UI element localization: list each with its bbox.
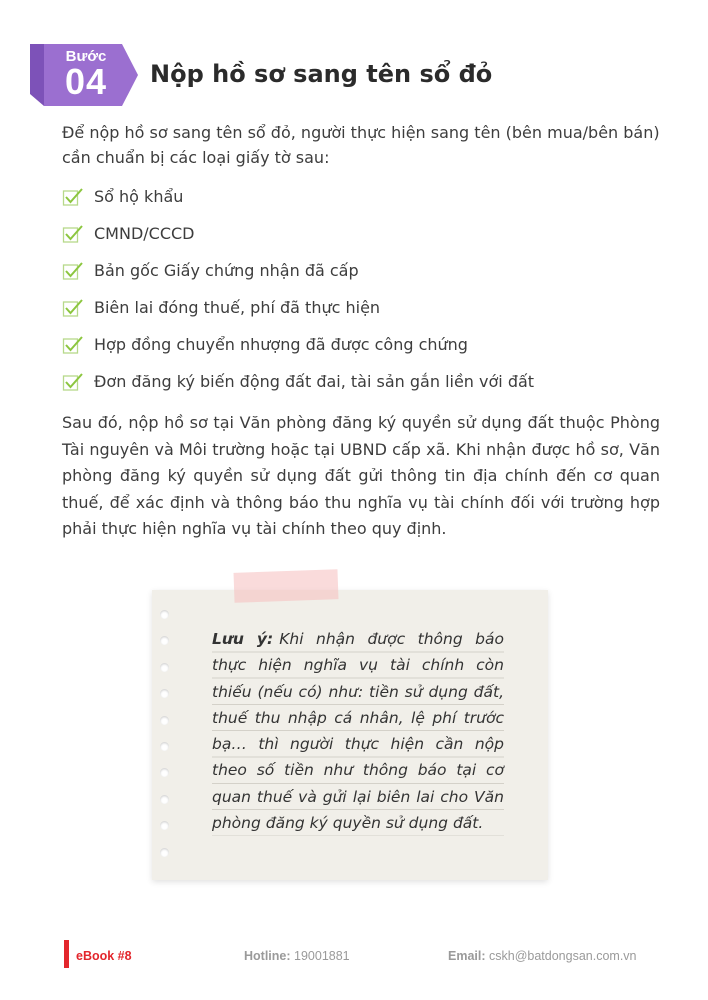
footer-accent-bar	[64, 940, 69, 968]
hotline-label: Hotline:	[244, 949, 291, 963]
hole-decoration	[160, 663, 169, 672]
page-title: Nộp hồ sơ sang tên sổ đỏ	[150, 60, 493, 88]
email-label: Email:	[448, 949, 486, 963]
hole-decoration	[160, 795, 169, 804]
checkbox-check-icon	[62, 260, 84, 282]
step-label: Bước	[65, 48, 107, 65]
note-label: Lưu ý:	[212, 630, 274, 648]
checklist-item	[62, 178, 662, 215]
hole-decoration	[160, 689, 169, 698]
ebook-number: eBook #8	[76, 949, 132, 963]
hotline	[244, 949, 350, 963]
intro-paragraph: Để nộp hồ sơ sang tên sổ đỏ, người thực hiện sang tên (bên mua/bên bán) cần chuẩn bị các loại giấy tờ sau:	[62, 123, 660, 167]
hole-decoration	[160, 821, 169, 830]
page-footer	[0, 940, 708, 970]
hole-decoration	[160, 848, 169, 857]
notebook-holes	[160, 610, 169, 874]
hotline-number: 19001881	[294, 949, 350, 963]
checklist-item-label: Sổ hộ khẩu	[94, 187, 184, 206]
checklist-item	[62, 289, 662, 326]
checklist-item	[62, 215, 662, 252]
step-number: 04	[64, 61, 108, 102]
checklist-item-label: Bản gốc Giấy chứng nhận đã cấp	[94, 261, 359, 280]
hole-decoration	[160, 636, 169, 645]
checkbox-check-icon	[62, 223, 84, 245]
step-badge	[30, 44, 138, 106]
document-checklist	[62, 178, 662, 400]
checklist-item-label: Biên lai đóng thuế, phí đã thực hiện	[94, 298, 381, 317]
checklist-item-label: Đơn đăng ký biến động đất đai, tài sản gắn liền với đất	[94, 372, 535, 391]
note-body: Khi nhận được thông báo thực hiện nghĩa vụ tài chính còn thiếu (nếu có) như: tiền sử dụng đất, thuế thu nhập cá nhân, lệ phí trước bạ… thì người thực hiện cần nộp theo số tiền như thông báo tại cơ quan thuế và gửi lại biên lai cho Văn phòng đăng ký quyền sử dụng đất.	[212, 630, 504, 833]
checklist-item	[62, 363, 662, 400]
tape-decoration	[234, 569, 339, 603]
checklist-item-label: CMND/CCCD	[94, 224, 195, 243]
hole-decoration	[160, 716, 169, 725]
body-paragraph: Sau đó, nộp hồ sơ tại Văn phòng đăng ký quyền sử dụng đất thuộc Phòng Tài nguyên và Môi trường hoặc tại UBND cấp xã. Khi nhận được hồ sơ, Văn phòng đăng ký quyền sử dụng đất gửi thông tin địa chính đến cơ quan thuế, để xác định và thông báo thu nghĩa vụ tài chính đối với trường hợp phải thực hiện nghĩa vụ tài chính theo quy định.	[62, 413, 660, 538]
checkbox-check-icon	[62, 297, 84, 319]
checklist-item-label: Hợp đồng chuyển nhượng đã được công chứng	[94, 335, 468, 354]
hole-decoration	[160, 742, 169, 751]
checkbox-check-icon	[62, 334, 84, 356]
email-address: cskh@batdongsan.com.vn	[489, 949, 637, 963]
checklist-item	[62, 326, 662, 363]
email	[448, 949, 637, 963]
note-card	[152, 590, 548, 880]
hole-decoration	[160, 610, 169, 619]
note-text	[212, 626, 504, 836]
hole-decoration	[160, 768, 169, 777]
checkbox-check-icon	[62, 186, 84, 208]
checkbox-check-icon	[62, 371, 84, 393]
checklist-item	[62, 252, 662, 289]
